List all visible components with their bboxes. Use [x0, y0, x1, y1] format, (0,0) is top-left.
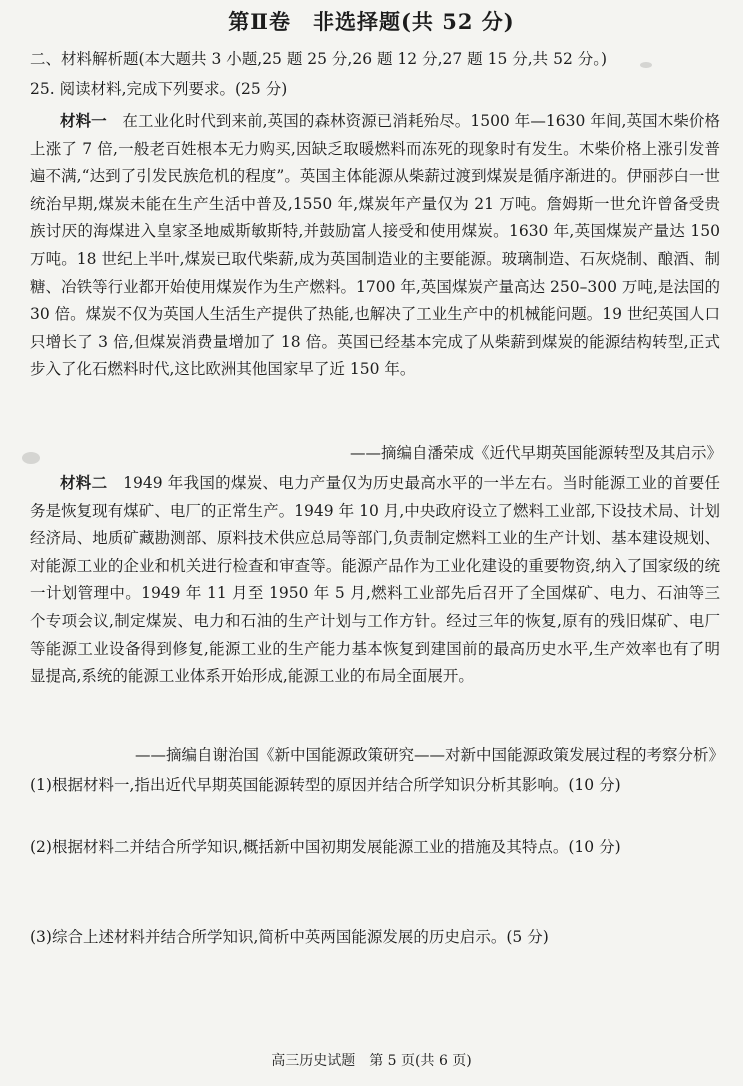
subquestion-3: (3)综合上述材料并结合所学知识,简析中英两国能源发展的历史启示。(5 分): [30, 928, 549, 946]
material-one-text: 在工业化时代到来前,英国的森林资源已消耗殆尽。1500 年—1630 年间,英国木柴价格上涨了 7 倍,一般老百姓根本无力购买,因缺乏取暖燃料而冻死的现象时有发生。木柴价格上涨引发普遍不满,“达到了引发民族危机的程度”。英国主体能源从柴薪过渡到煤炭是循序渐进的。伊丽莎白一世统治早期,煤炭未能在生产生活中普及,1550 年,煤炭年产量仅为 21 万吨。詹姆斯一世允许曾备受贵族讨厌的海煤进入皇家圣地威斯敏斯特,并鼓励富人接受和使用煤炭。1630 年,英国煤炭产量达 150 万吨。18 世纪上半叶,煤炭已取代柴薪,成为英国制造业的主要能源。玻璃制造、石灰烧制、酿酒、制糖、冶铁等行业都开始使用煤炭作为生产燃料。1700 年,英国煤炭产量高达 250–300 万吨,是法国的 30 倍。煤炭不仅为英国人生活生产提供了热能,也解决了工业生产中的机械能问题。19 世纪英国人口只增长了 3 倍,但煤炭消费量增加了 18 倍。英国已经基本完成了从柴薪到煤炭的能源结构转型,正式步入了化石燃料时代,这比欧洲其他国家早了近 150 年。: [30, 112, 720, 379]
material-one: [30, 107, 720, 384]
question-heading: 25. 阅读材料,完成下列要求。(25 分): [30, 80, 288, 98]
material-two-label: 材料二: [60, 473, 108, 492]
material-one-label: 材料一: [60, 111, 107, 130]
scan-speck: [640, 62, 652, 68]
subquestion-2: (2)根据材料二并结合所学知识,概括新中国初期发展能源工业的措施及其特点。(10 分): [30, 838, 621, 856]
material-two-text: 1949 年我国的煤炭、电力产量仅为历史最高水平的一半左右。当时能源工业的首要任务是恢复现有煤矿、电厂的正常生产。1949 年 10 月,中央政府设立了燃料工业部,下设技术局、计划经济局、地质矿藏勘测部、原料技术供应总局等部门,负责制定燃料工业的生产计划、基本建设规划、对能源工业的企业和机关进行检查和审查等。能源产品作为工业化建设的重要物资,纳入了国家级的统一计划管理中。1949 年 11 月至 1950 年 5 月,燃料工业部先后召开了全国煤矿、电力、石油等三个专项会议,制定煤炭、电力和石油的生产计划与工作方针。经过三年的恢复,原有的残旧煤矿、电厂等能源工业设备得到修复,能源工业的生产能力基本恢复到建国前的最高历史水平,生产效率也有了明显提高,系统的能源工业体系开始形成,能源工业的布局全面展开。: [30, 474, 720, 686]
section-heading: 二、材料解析题(本大题共 3 小题,25 题 25 分,26 题 12 分,27 题 15 分,共 52 分。): [30, 50, 608, 68]
material-two: [30, 469, 720, 691]
material-one-source: ——摘编自潘荣成《近代早期英国能源转型及其启示》: [349, 444, 722, 462]
scan-speck: [22, 452, 40, 464]
material-two-source: ——摘编自谢治国《新中国能源政策研究——对新中国能源政策发展过程的考察分析》: [134, 746, 724, 764]
page-title: 第Ⅱ卷 非选择题(共 52 分): [228, 9, 515, 34]
subquestion-1: (1)根据材料一,指出近代早期英国能源转型的原因并结合所学知识分析其影响。(10 分): [30, 776, 621, 794]
page-footer: 高三历史试题 第 5 页(共 6 页): [271, 1053, 472, 1069]
